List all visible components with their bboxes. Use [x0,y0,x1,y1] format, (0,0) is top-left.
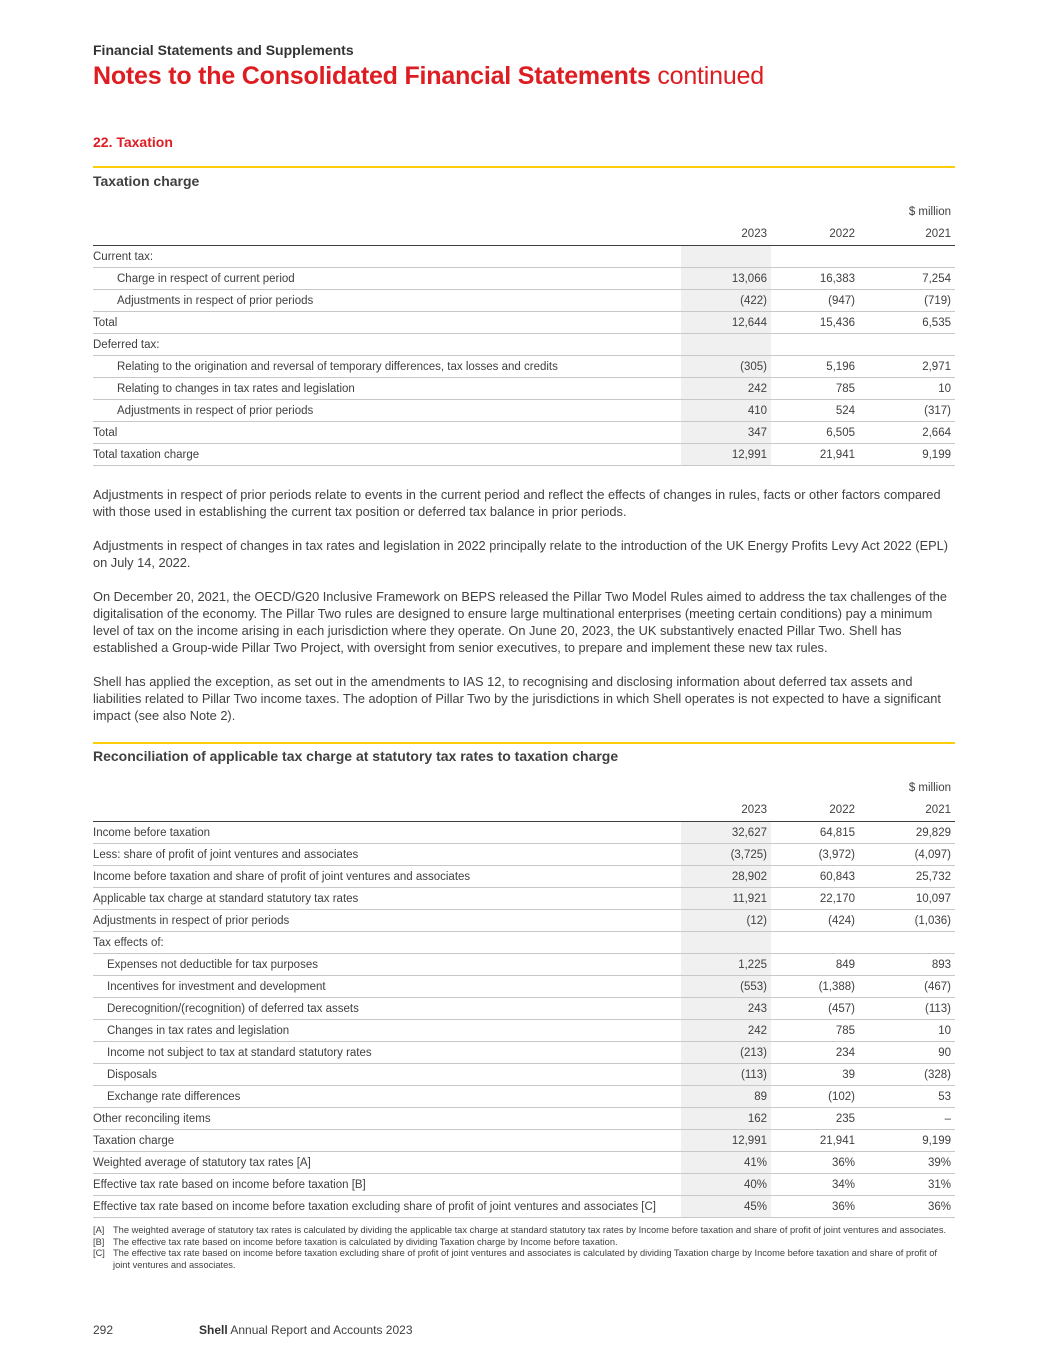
cell-value: 7,254 [859,268,955,290]
footer-brand: Shell [199,1323,228,1337]
unit-label: $ million [908,782,951,794]
cell-value: 36% [771,1152,859,1174]
cell-value: – [859,1108,955,1130]
cell-value: (1,388) [771,976,859,998]
table-row [93,954,955,976]
row-label: Weighted average of statutory tax rates [A] [93,1152,681,1174]
row-label: Taxation charge [93,1130,681,1152]
cell-value: 235 [771,1108,859,1130]
cell-value: 243 [681,998,771,1020]
table-row [93,312,955,334]
cell-value: (719) [859,290,955,312]
page-title [93,62,764,91]
cell-value: (113) [681,1064,771,1086]
row-label: Exchange rate differences [93,1086,681,1108]
row-label: Deferred tax: [93,334,681,356]
cell-value: 60,843 [771,866,859,888]
cell-value: 524 [771,400,859,422]
cell-value: (3,972) [771,844,859,866]
cell-value: 15,436 [771,312,859,334]
table-row [93,400,955,422]
cell-value: 242 [681,1020,771,1042]
cell-value [859,246,955,268]
footnotes [93,1225,955,1271]
row-label: Applicable tax charge at standard statutory tax rates [93,888,681,910]
cell-value: 410 [681,400,771,422]
cell-value [771,334,859,356]
cell-value: (467) [859,976,955,998]
cell-value: 13,066 [681,268,771,290]
table-row [93,422,955,444]
footnote [93,1237,955,1249]
row-label: Income before taxation and share of profit of joint ventures and associates [93,866,681,888]
cell-value: 64,815 [771,822,859,844]
table-row [93,998,955,1020]
row-label: Less: share of profit of joint ventures and associates [93,844,681,866]
year-header: 2022 [771,223,859,246]
section-kicker: Financial Statements and Supplements [93,42,354,58]
year-header: 2021 [859,223,955,246]
footnote-tag: [A] [93,1225,105,1235]
row-label: Adjustments in respect of prior periods [93,400,681,422]
cell-value: 16,383 [771,268,859,290]
cell-value: (317) [859,400,955,422]
cell-value: 893 [859,954,955,976]
row-label: Total taxation charge [93,444,681,466]
cell-value: (3,725) [681,844,771,866]
cell-value [859,334,955,356]
cell-value: 10,097 [859,888,955,910]
year-header: 2021 [859,799,955,822]
table-row [93,1196,955,1218]
cell-value [859,932,955,954]
row-label: Current tax: [93,246,681,268]
cell-value: 6,535 [859,312,955,334]
row-label: Incentives for investment and development [93,976,681,998]
cell-value: 25,732 [859,866,955,888]
cell-value: 6,505 [771,422,859,444]
row-label: Total [93,312,681,334]
cell-value: 90 [859,1042,955,1064]
table-row [93,1152,955,1174]
table-row [93,1108,955,1130]
table-row [93,932,955,954]
table-row [93,1086,955,1108]
row-label: Income before taxation [93,822,681,844]
cell-value: (553) [681,976,771,998]
cell-value: 32,627 [681,822,771,844]
row-label: Adjustments in respect of prior periods [93,910,681,932]
row-label: Income not subject to tax at standard statutory rates [93,1042,681,1064]
cell-value: (4,097) [859,844,955,866]
cell-value: 21,941 [771,1130,859,1152]
table-row [93,290,955,312]
cell-value: 41% [681,1152,771,1174]
cell-value: 40% [681,1174,771,1196]
cell-value: 89 [681,1086,771,1108]
footnote-text: The effective tax rate based on income before taxation excluding share of profit of joint ventures and associates is calculated by dividing Taxation charge by Income before taxation and share of profit of joint ventures and associates. [113,1248,937,1270]
table-row [93,1020,955,1042]
table-row [93,1042,955,1064]
row-label: Adjustments in respect of prior periods [93,290,681,312]
taxation-charge-table [93,201,955,466]
cell-value: 2,971 [859,356,955,378]
row-label: Total [93,422,681,444]
cell-value: (102) [771,1086,859,1108]
cell-value [681,246,771,268]
reconciliation-heading: Reconciliation of applicable tax charge at statutory tax rates to taxation charge [93,748,619,764]
footnote-tag: [B] [93,1236,105,1247]
cell-value: (113) [859,998,955,1020]
body-text [93,486,955,741]
cell-value [771,246,859,268]
cell-value: 10 [859,1020,955,1042]
divider [93,166,955,168]
cell-value [771,932,859,954]
cell-value: (213) [681,1042,771,1064]
cell-value: (424) [771,910,859,932]
cell-value: 347 [681,422,771,444]
row-label: Effective tax rate based on income before taxation [B] [93,1174,681,1196]
table-row [93,976,955,998]
table-row [93,1130,955,1152]
cell-value: (947) [771,290,859,312]
table-row [93,844,955,866]
unit-label: $ million [908,206,951,218]
row-label: Effective tax rate based on income before taxation excluding share of profit of joint ventures and associates [C] [93,1196,681,1218]
cell-value: 234 [771,1042,859,1064]
row-label: Changes in tax rates and legislation [93,1020,681,1042]
paragraph: Adjustments in respect of prior periods relate to events in the current period and reflect the effects of changes in rules, facts or other factors compared with those used in establishing the current tax position or deferred tax balance in prior periods. [93,487,941,519]
table-row [93,888,955,910]
paragraph: Shell has applied the exception, as set out in the amendments to IAS 12, to recognising and disclosing information about deferred tax assets and liabilities related to Pillar Two income taxes. The adoption of Pillar Two by the jurisdictions in which Shell operates is not expected to have a significant impact (see also Note 2). [93,674,941,723]
table-row [93,246,955,268]
cell-value: 21,941 [771,444,859,466]
cell-value [681,932,771,954]
cell-value: (328) [859,1064,955,1086]
divider [93,742,955,744]
table-row [93,866,955,888]
cell-value: 12,991 [681,1130,771,1152]
footer-report-title: Annual Report and Accounts 2023 [230,1323,413,1337]
cell-value: 36% [859,1196,955,1218]
cell-value: (422) [681,290,771,312]
cell-value: 785 [771,1020,859,1042]
cell-value: 12,644 [681,312,771,334]
cell-value: 1,225 [681,954,771,976]
cell-value: 29,829 [859,822,955,844]
row-label: Relating to the origination and reversal of temporary differences, tax losses and credits [93,356,681,378]
cell-value: 34% [771,1174,859,1196]
cell-value: 36% [771,1196,859,1218]
page-title-main: Notes to the Consolidated Financial Statements [93,62,651,90]
cell-value: (305) [681,356,771,378]
cell-value: 45% [681,1196,771,1218]
reconciliation-table [93,777,955,1218]
page-title-suffix: continued [657,62,764,90]
cell-value: (12) [681,910,771,932]
table-row [93,822,955,844]
year-header: 2022 [771,799,859,822]
note-heading: 22. Taxation [93,134,173,150]
table-row [93,1064,955,1086]
row-label: Disposals [93,1064,681,1086]
table-row [93,268,955,290]
year-header: 2023 [681,799,771,822]
page-number: 292 [93,1323,114,1337]
cell-value: 12,991 [681,444,771,466]
table-row [93,1174,955,1196]
footnote-tag: [C] [93,1248,105,1258]
cell-value: 11,921 [681,888,771,910]
cell-value: 162 [681,1108,771,1130]
row-label: Relating to changes in tax rates and legislation [93,378,681,400]
cell-value: 22,170 [771,888,859,910]
page-footer [93,1323,413,1337]
paragraph: Adjustments in respect of changes in tax rates and legislation in 2022 principally relate to the introduction of the UK Energy Profits Levy Act 2022 (EPL) on July 14, 2022. [93,538,949,570]
table-row [93,910,955,932]
row-label: Derecognition/(recognition) of deferred tax assets [93,998,681,1020]
table-row [93,356,955,378]
cell-value: 2,664 [859,422,955,444]
footnote-text: The weighted average of statutory tax rates is calculated by dividing the applicable tax charge at standard statutory tax rates by Income before taxation and share of profit of joint ventures and associates. [113,1225,947,1235]
table-row [93,444,955,466]
row-label: Other reconciling items [93,1108,681,1130]
paragraph: On December 20, 2021, the OECD/G20 Inclusive Framework on BEPS released the Pillar Two Model Rules aimed to address the tax challenges of the digitalisation of the economy. The Pillar Two rules are designed to ensure large multinational enterprises (meeting certain conditions) pay a minimum level of tax on the income arising in each jurisdiction where they operate. On June 20, 2023, the UK substantively enacted Pillar Two. Shell has established a Group-wide Pillar Two Project, with oversight from senior executives, to prepare and implement these new tax rules. [93,589,948,655]
cell-value: (457) [771,998,859,1020]
cell-value: 39% [859,1152,955,1174]
cell-value [681,334,771,356]
cell-value: 10 [859,378,955,400]
cell-value: 9,199 [859,1130,955,1152]
cell-value: 9,199 [859,444,955,466]
table-row [93,334,955,356]
cell-value: 53 [859,1086,955,1108]
cell-value: 5,196 [771,356,859,378]
footnote-text: The effective tax rate based on income before taxation is calculated by dividing Taxation charge by Income before taxation. [113,1236,618,1247]
cell-value: (1,036) [859,910,955,932]
footnote [93,1248,955,1271]
cell-value: 31% [859,1174,955,1196]
taxation-charge-heading: Taxation charge [93,173,200,189]
row-label: Tax effects of: [93,932,681,954]
table-row [93,378,955,400]
row-label: Charge in respect of current period [93,268,681,290]
footnote [93,1225,955,1237]
cell-value: 785 [771,378,859,400]
cell-value: 849 [771,954,859,976]
row-label: Expenses not deductible for tax purposes [93,954,681,976]
cell-value: 39 [771,1064,859,1086]
cell-value: 28,902 [681,866,771,888]
year-header: 2023 [681,223,771,246]
cell-value: 242 [681,378,771,400]
